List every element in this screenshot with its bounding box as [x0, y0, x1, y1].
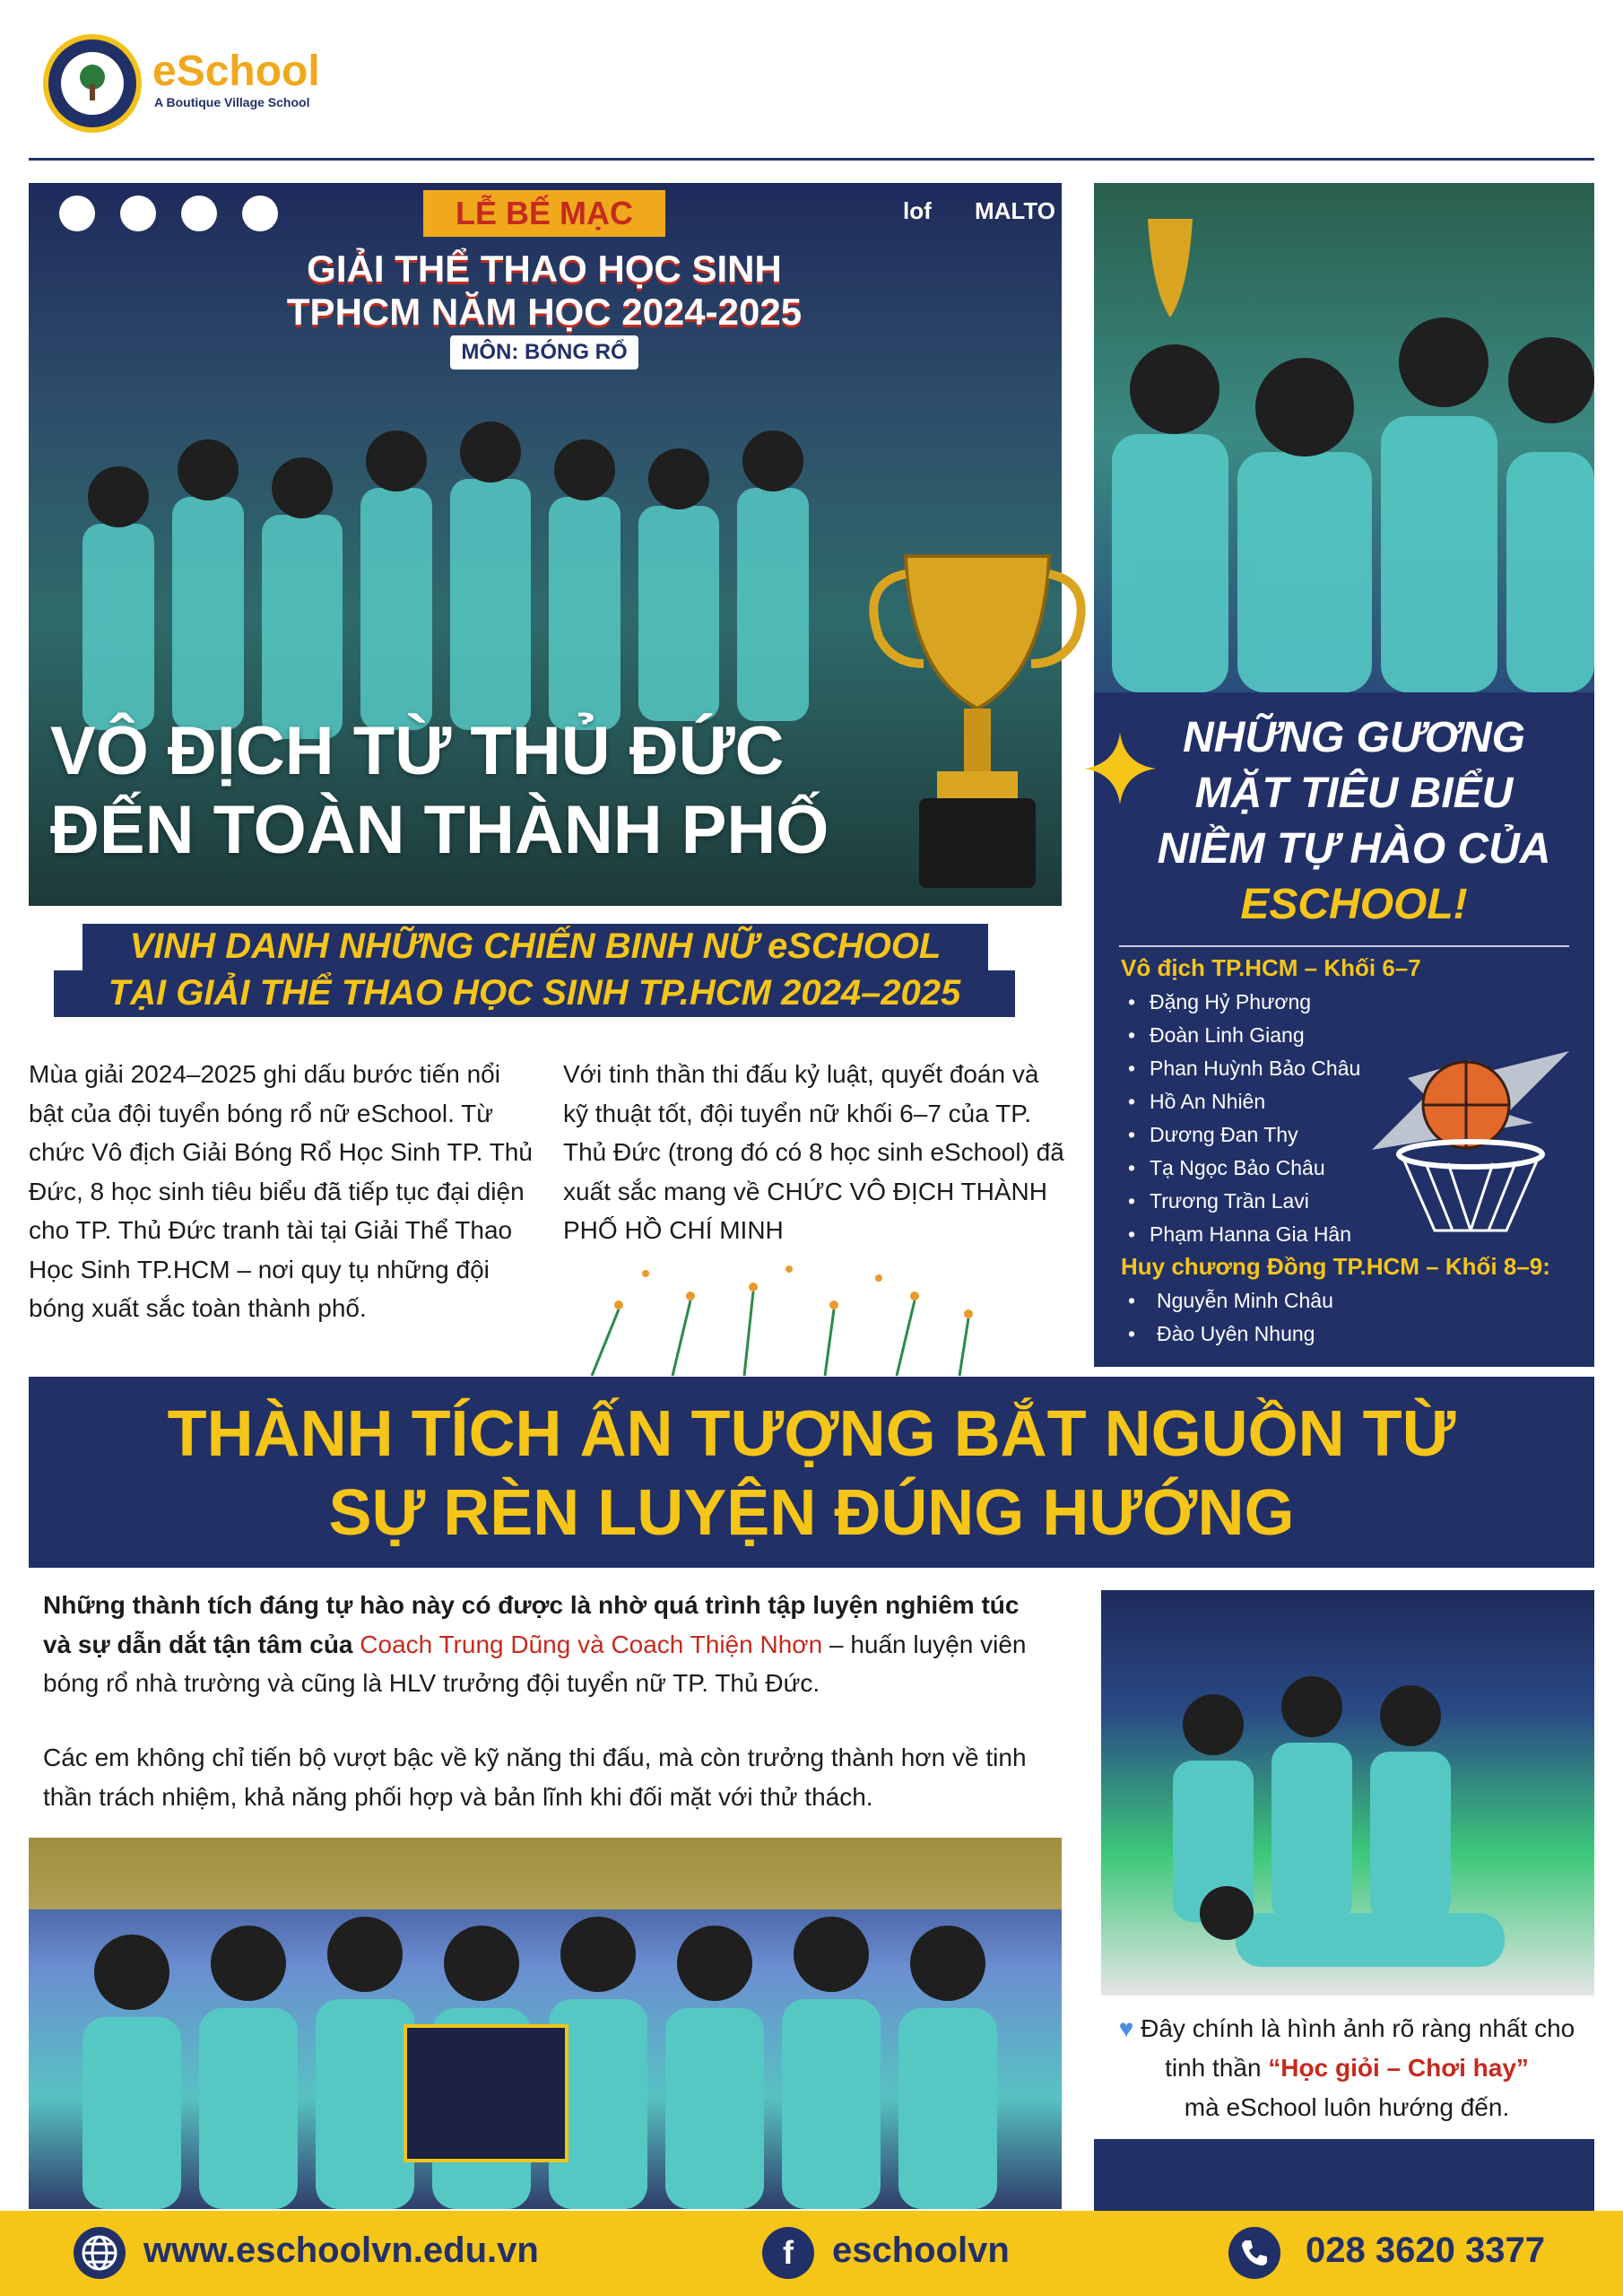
list-item: • Trương Trần Lavi [1121, 1185, 1587, 1218]
list-item: • Phan Huỳnh Bảo Châu [1121, 1052, 1587, 1085]
list-item: • Đào Uyên Nhung [1121, 1318, 1587, 1351]
players-illustration [29, 1838, 1062, 2209]
facebook-link[interactable]: eschoolvn [832, 2231, 1010, 2270]
sponsor-malto: MALTO [975, 197, 1056, 224]
fireworks-icon [538, 1256, 1004, 1376]
trophy-icon [852, 529, 1103, 906]
facebook-icon: f [762, 2227, 814, 2279]
decorative-strip [1094, 2139, 1594, 2211]
sponsor-logo [181, 196, 217, 231]
header-divider [29, 158, 1594, 161]
achievement-banner [29, 1377, 1594, 1568]
achievement-heading: THÀNH TÍCH ẤN TƯỢNG BẮT NGUỒN TỪ SỰ RÈN LUYỆN ĐÚNG HƯỚNG [167, 1398, 1456, 1549]
list-item: • Dương Đan Thy [1121, 1118, 1587, 1152]
basketball-hoop-icon [1363, 1042, 1578, 1239]
event-subtitle: GIẢI THỂ THAO HỌC SINH TPHCM NĂM HỌC 2024-2025 [286, 248, 803, 333]
sponsor-logo [59, 196, 95, 231]
heart-icon: ♥ [1118, 2014, 1134, 2042]
sponsor-logo [120, 196, 156, 231]
motto-quote: “Học giỏi – Chơi hay” [1268, 2054, 1529, 2082]
list-item: • Đặng Hỷ Phương [1121, 986, 1587, 1019]
players-illustration [1101, 1590, 1594, 1996]
honorees-panel [1094, 692, 1594, 1367]
body-paragraph-1: Mùa giải 2024–2025 ghi dấu bước tiến nổi bật của đội tuyển bóng rổ nữ eSchool. Từ chức Vô địch Giải Bóng Rổ Học Sinh TP. Thủ Đức, 8 học sinh tiêu biểu đã tiếp tục đại diện cho TP. Thủ Đức tranh tài tại Giải Thể Thao Học Sinh TP.HCM – nơi quy tụ những đội bóng xuất sắc toàn thành phố. [29, 1060, 533, 1322]
players-illustration [1094, 183, 1594, 692]
photo-caption: ♥ Đây chính là hình ảnh rõ ràng nhất cho tinh thần “Học giỏi – Chơi hay” mà eSchool luôn hướng đến. [1118, 2014, 1575, 2121]
growth-paragraph: Các em không chỉ tiến bộ vượt bậc về kỹ năng thi đấu, mà còn trưởng thành hơn về tinh thần trách nhiệm, khả năng phối hợp và bản lĩnh khi đối mặt với thử thách. [43, 1744, 1027, 1811]
list-item: • Phạm Hanna Gia Hân [1121, 1218, 1587, 1251]
main-headline: VÔ ĐỊCH TỪ THỦ ĐỨC ĐẾN TOÀN THÀNH PHỐ [50, 713, 829, 868]
list-item: • Tạ Ngọc Bảo Châu [1121, 1152, 1587, 1185]
panel-heading: NHỮNG GƯƠNG MẶT TIÊU BIỂU NIỀM TỰ HÀO CỦA ESCHOOL! [1157, 714, 1551, 928]
brand-tagline: A Boutique Village School [154, 95, 310, 109]
subtitle-line2: TẠI GIẢI THỂ THAO HỌC SINH TP.HCM 2024–2025 [54, 970, 1015, 1017]
players-with-trophy-photo [1094, 183, 1594, 692]
subtitle-line1: VINH DANH NHỮNG CHIẾN BINH NỮ eSCHOOL [82, 924, 988, 970]
list-item: • Đoàn Linh Giang [1121, 1019, 1587, 1052]
panel-divider [1119, 945, 1569, 947]
sponsor-logo [242, 196, 278, 231]
list-item: • Hồ An Nhiên [1121, 1085, 1587, 1118]
group2-list [1121, 1284, 1587, 1351]
event-title: LỄ BẾ MẠC [423, 190, 665, 237]
brand-name: eSchool [152, 48, 320, 95]
phone-icon [1228, 2227, 1280, 2279]
website-link[interactable]: www.eschoolvn.edu.vn [143, 2231, 539, 2270]
footer [0, 2211, 1623, 2296]
event-sport: MÔN: BÓNG RỔ [450, 335, 638, 370]
group1-title: Vô địch TP.HCM – Khối 6–7 [1121, 954, 1421, 981]
sponsor-lof: lof [903, 197, 932, 224]
phone-number[interactable]: 028 3620 3377 [1306, 2231, 1545, 2270]
list-item: • Nguyễn Minh Châu [1121, 1284, 1587, 1318]
team-group-photo [29, 1838, 1062, 2209]
school-logo [43, 34, 142, 133]
tree-icon [61, 52, 124, 115]
team-pose-photo [1101, 1590, 1594, 1996]
globe-icon [74, 2227, 126, 2279]
body-paragraph-2: Với tinh thần thi đấu kỷ luật, quyết đoán và kỹ thuật tốt, đội tuyển nữ khối 6–7 của TP. Thủ Đức (trong đó có 8 học sinh eSchool) đã xuất sắc mang về CHỨC VÔ ĐỊCH THÀNH PHỐ HỒ CHÍ MINH [563, 1060, 1064, 1244]
group2-title: Huy chương Đồng TP.HCM – Khối 8–9: [1121, 1253, 1550, 1280]
coach-names: Coach Trung Dũng và Coach Thiện Nhơn [360, 1630, 823, 1658]
coaches-paragraph: Những thành tích đáng tự hào này có được là nhờ quá trình tập luyện nghiêm túc và sự dẫn dắt tận tâm của Coach Trung Dũng và Coach Thiện Nhơn – huấn luyện viên bóng rổ nhà trường và cũng là HLV trưởng đội tuyển nữ TP. Thủ Đức. [43, 1591, 1027, 1697]
